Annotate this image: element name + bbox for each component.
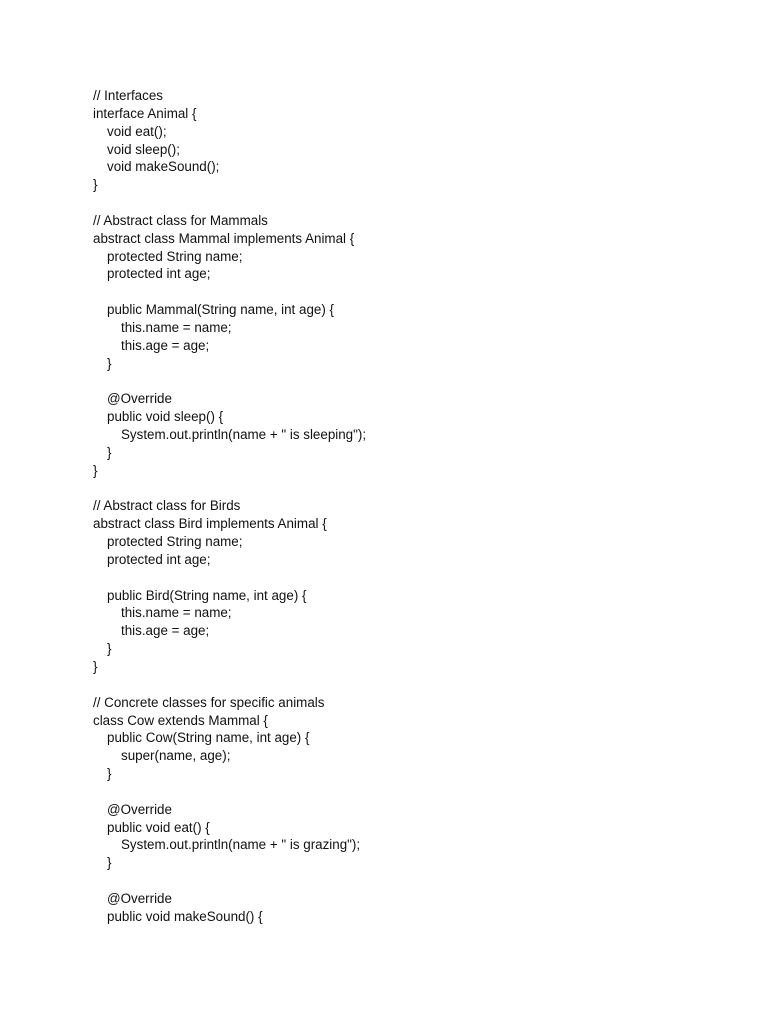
code-line: System.out.println(name + " is sleeping"); bbox=[121, 427, 367, 443]
code-line: this.name = name; bbox=[121, 319, 232, 335]
code-line: class Cow extends Mammal { bbox=[93, 712, 268, 728]
blank-line bbox=[93, 676, 366, 694]
code-line: this.name = name; bbox=[121, 605, 232, 621]
blank-line bbox=[93, 373, 366, 391]
code-line: super(name, age); bbox=[121, 748, 231, 764]
code-line: } bbox=[93, 462, 98, 478]
code-line: } bbox=[107, 641, 112, 657]
code-line: this.age = age; bbox=[121, 337, 210, 353]
code-line: // Abstract class for Mammals bbox=[93, 212, 268, 228]
code-line: protected String name; bbox=[107, 248, 243, 264]
code-line: // Concrete classes for specific animals bbox=[93, 694, 325, 710]
code-line: } bbox=[93, 177, 98, 193]
code-line: @Override bbox=[107, 890, 172, 906]
blank-line bbox=[93, 194, 366, 212]
code-line: public Mammal(String name, int age) { bbox=[107, 302, 334, 318]
code-line: this.age = age; bbox=[121, 623, 210, 639]
code-line: public void eat() { bbox=[107, 819, 210, 835]
code-line: System.out.println(name + " is grazing"); bbox=[121, 837, 361, 853]
code-line: @Override bbox=[107, 391, 172, 407]
code-line: protected int age; bbox=[107, 266, 211, 282]
code-line: abstract class Mammal implements Animal { bbox=[93, 230, 355, 246]
code-line: abstract class Bird implements Animal { bbox=[93, 516, 327, 532]
code-line: void eat(); bbox=[107, 123, 167, 139]
code-line: protected String name; bbox=[107, 534, 243, 550]
code-listing bbox=[93, 87, 366, 926]
blank-line bbox=[93, 783, 366, 801]
code-line: // Interfaces bbox=[93, 88, 163, 103]
blank-line bbox=[93, 283, 366, 301]
code-line: void sleep(); bbox=[107, 141, 180, 157]
code-line: } bbox=[93, 659, 98, 674]
code-line: public Bird(String name, int age) { bbox=[107, 587, 307, 603]
code-line: } bbox=[107, 355, 112, 371]
code-line: protected int age; bbox=[107, 551, 211, 567]
code-line: } bbox=[107, 444, 112, 460]
blank-line bbox=[93, 569, 366, 587]
code-line: } bbox=[107, 855, 112, 871]
blank-line bbox=[93, 480, 366, 498]
code-line: // Abstract class for Birds bbox=[93, 498, 241, 514]
code-line: } bbox=[107, 766, 112, 782]
code-line: interface Animal { bbox=[93, 105, 197, 121]
code-line: public void makeSound() { bbox=[107, 908, 263, 924]
code-line: public Cow(String name, int age) { bbox=[107, 730, 310, 746]
code-line: void makeSound(); bbox=[107, 159, 220, 175]
blank-line bbox=[93, 872, 366, 890]
code-line: @Override bbox=[107, 801, 172, 817]
code-line: public void sleep() { bbox=[107, 409, 224, 425]
